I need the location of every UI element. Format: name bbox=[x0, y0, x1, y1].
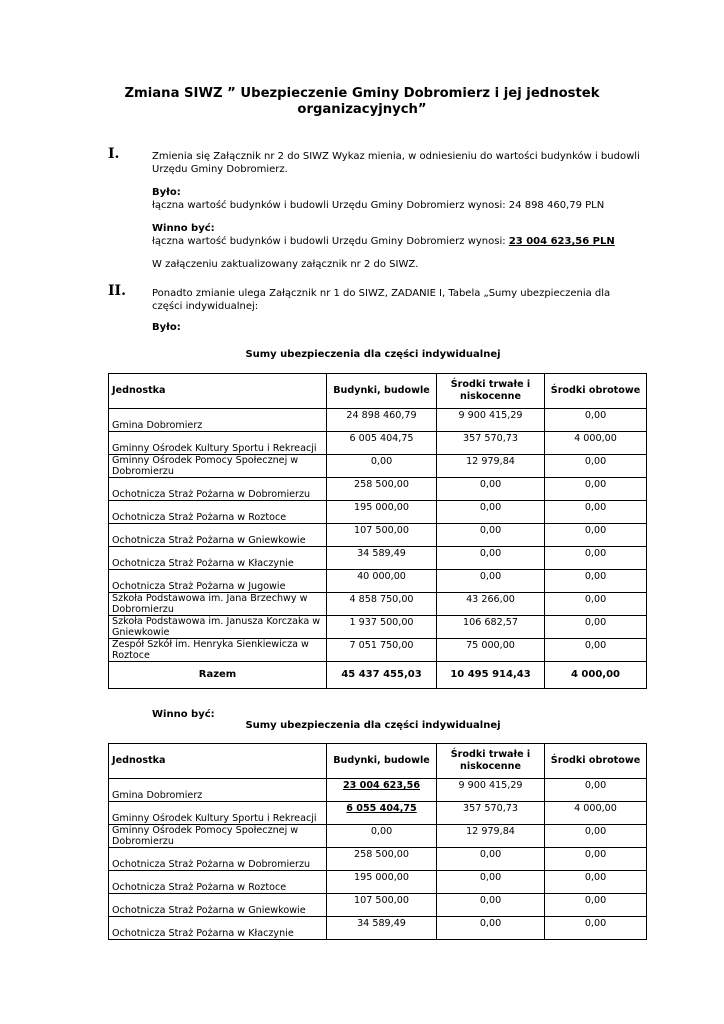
cell-value: 23 004 623,56 bbox=[327, 779, 437, 802]
cell-value: 0,00 bbox=[545, 501, 647, 524]
section-1-numeral: I. bbox=[108, 146, 120, 162]
table-row bbox=[109, 802, 647, 825]
cell-value: 40 000,00 bbox=[327, 570, 437, 593]
cell-value: 0,00 bbox=[437, 871, 545, 894]
total-value: 45 437 455,03 bbox=[327, 662, 437, 689]
table-row bbox=[109, 501, 647, 524]
cell-value: 0,00 bbox=[545, 570, 647, 593]
cell-jednostka: Ochotnicza Straż Pożarna w Gniewkowie bbox=[109, 524, 327, 547]
cell-value: 0,00 bbox=[545, 478, 647, 501]
cell-value: 357 570,73 bbox=[437, 432, 545, 455]
section-2-bylo-label: Było: bbox=[152, 322, 181, 333]
cell-value: 6 005 404,75 bbox=[327, 432, 437, 455]
cell-jednostka: Gminny Ośrodek Kultury Sportu i Rekreacji bbox=[109, 432, 327, 455]
cell-jednostka: Zespół Szkół im. Henryka Sienkiewicza w Roztoce bbox=[109, 639, 327, 662]
cell-value: 43 266,00 bbox=[437, 593, 545, 616]
table-header-row bbox=[109, 744, 647, 779]
section-1-winno-text bbox=[152, 235, 642, 248]
cell-value: 0,00 bbox=[545, 894, 647, 917]
table-after bbox=[108, 743, 647, 940]
section-2-paragraph: Ponadto zmianie ulega Załącznik nr 1 do SIWZ, ZADANIE I, Tabela „Sumy ubezpieczenia dla części indywidualnej: bbox=[152, 288, 611, 312]
cell-value: 4 000,00 bbox=[545, 432, 647, 455]
cell-jednostka: Ochotnicza Straż Pożarna w Dobromierzu bbox=[109, 478, 327, 501]
winno-prefix: łączna wartość budynków i budowli Urzędu Gminy Dobromierz wynosi: bbox=[152, 236, 506, 247]
title-line-2: organizacyjnych” bbox=[297, 102, 427, 117]
cell-value: 0,00 bbox=[545, 871, 647, 894]
table-row bbox=[109, 432, 647, 455]
section-1-paragraph: Zmienia się Załącznik nr 2 do SIWZ Wykaz mienia, w odniesieniu do wartości budynków i budowli Urzędu Gminy Dobromierz. bbox=[152, 151, 640, 175]
section-1-bylo-label: Było: bbox=[152, 187, 181, 198]
cell-value: 9 900 415,29 bbox=[437, 779, 545, 802]
cell-value: 0,00 bbox=[437, 501, 545, 524]
cell-value: 0,00 bbox=[545, 524, 647, 547]
cell-value: 12 979,84 bbox=[437, 455, 545, 478]
table-row bbox=[109, 639, 647, 662]
cell-value: 12 979,84 bbox=[437, 825, 545, 848]
cell-value: 0,00 bbox=[545, 639, 647, 662]
cell-value: 357 570,73 bbox=[437, 802, 545, 825]
cell-jednostka: Ochotnicza Straż Pożarna w Jugowie bbox=[109, 570, 327, 593]
cell-value: 9 900 415,29 bbox=[437, 409, 545, 432]
title-line-1: Zmiana SIWZ ” Ubezpieczenie Gminy Dobromierz i jej jednostek bbox=[124, 86, 600, 101]
header-srodki-obrotowe: Środki obrotowe bbox=[545, 744, 647, 779]
table-row bbox=[109, 524, 647, 547]
cell-value: 0,00 bbox=[327, 825, 437, 848]
cell-value: 107 500,00 bbox=[327, 894, 437, 917]
cell-value: 75 000,00 bbox=[437, 639, 545, 662]
cell-value: 6 055 404,75 bbox=[327, 802, 437, 825]
header-budynki: Budynki, budowle bbox=[327, 374, 437, 409]
cell-value: 0,00 bbox=[437, 894, 545, 917]
cell-value: 34 589,49 bbox=[327, 917, 437, 940]
cell-value: 0,00 bbox=[437, 524, 545, 547]
cell-value: 4 858 750,00 bbox=[327, 593, 437, 616]
cell-jednostka: Ochotnicza Straż Pożarna w Dobromierzu bbox=[109, 848, 327, 871]
cell-value: 106 682,57 bbox=[437, 616, 545, 639]
table-row bbox=[109, 570, 647, 593]
cell-value: 0,00 bbox=[437, 547, 545, 570]
header-srodki-obrotowe: Środki obrotowe bbox=[545, 374, 647, 409]
cell-jednostka: Ochotnicza Straż Pożarna w Roztoce bbox=[109, 871, 327, 894]
table-row bbox=[109, 871, 647, 894]
cell-jednostka: Szkoła Podstawowa im. Jana Brzechwy w Dobromierzu bbox=[109, 593, 327, 616]
table-row bbox=[109, 478, 647, 501]
cell-value: 0,00 bbox=[437, 570, 545, 593]
cell-jednostka: Gminny Ośrodek Pomocy Społecznej w Dobromierzu bbox=[109, 455, 327, 478]
section-1-winno-label: Winno być: bbox=[152, 223, 215, 234]
table-row bbox=[109, 455, 647, 478]
cell-value: 0,00 bbox=[545, 547, 647, 570]
table-1-title: Sumy ubezpieczenia dla części indywidualnej bbox=[245, 349, 501, 360]
cell-value: 0,00 bbox=[545, 825, 647, 848]
cell-value: 4 000,00 bbox=[545, 802, 647, 825]
cell-value: 107 500,00 bbox=[327, 524, 437, 547]
table-row bbox=[109, 409, 647, 432]
cell-value: 0,00 bbox=[545, 917, 647, 940]
table-row bbox=[109, 616, 647, 639]
total-label: Razem bbox=[109, 662, 327, 689]
table-header-row bbox=[109, 374, 647, 409]
table-row bbox=[109, 848, 647, 871]
cell-jednostka: Szkoła Podstawowa im. Janusza Korczaka w Gniewkowie bbox=[109, 616, 327, 639]
table-row bbox=[109, 593, 647, 616]
cell-value: 0,00 bbox=[545, 409, 647, 432]
cell-value: 0,00 bbox=[545, 848, 647, 871]
header-jednostka: Jednostka bbox=[109, 744, 327, 779]
cell-value: 24 898 460,79 bbox=[327, 409, 437, 432]
cell-value: 0,00 bbox=[545, 779, 647, 802]
cell-jednostka: Gmina Dobromierz bbox=[109, 409, 327, 432]
cell-value: 7 051 750,00 bbox=[327, 639, 437, 662]
total-row bbox=[109, 662, 647, 689]
attachment-note: W załączeniu zaktualizowany załącznik nr 2 do SIWZ. bbox=[152, 259, 419, 270]
cell-jednostka: Ochotnicza Straż Pożarna w Roztoce bbox=[109, 501, 327, 524]
cell-value: 0,00 bbox=[327, 455, 437, 478]
cell-jednostka: Ochotnicza Straż Pożarna w Kłaczynie bbox=[109, 547, 327, 570]
cell-value: 258 500,00 bbox=[327, 478, 437, 501]
cell-value: 195 000,00 bbox=[327, 871, 437, 894]
cell-jednostka: Gminny Ośrodek Kultury Sportu i Rekreacji bbox=[109, 802, 327, 825]
cell-value: 0,00 bbox=[437, 848, 545, 871]
section-1-bylo-text: łączna wartość budynków i budowli Urzędu Gminy Dobromierz wynosi: 24 898 460,79 PLN bbox=[152, 200, 605, 211]
table-2-title: Sumy ubezpieczenia dla części indywidualnej bbox=[245, 720, 501, 731]
table-row bbox=[109, 825, 647, 848]
table-before bbox=[108, 373, 647, 689]
cell-jednostka: Gmina Dobromierz bbox=[109, 779, 327, 802]
header-srodki-trwale: Środki trwałe i niskocenne bbox=[437, 374, 545, 409]
cell-value: 0,00 bbox=[437, 478, 545, 501]
cell-value: 34 589,49 bbox=[327, 547, 437, 570]
cell-value: 0,00 bbox=[437, 917, 545, 940]
table-row bbox=[109, 917, 647, 940]
cell-jednostka: Ochotnicza Straż Pożarna w Gniewkowie bbox=[109, 894, 327, 917]
header-srodki-trwale: Środki trwałe i niskocenne bbox=[437, 744, 545, 779]
section-2-numeral: II. bbox=[108, 283, 126, 299]
cell-value: 0,00 bbox=[545, 593, 647, 616]
cell-value: 0,00 bbox=[545, 616, 647, 639]
cell-jednostka: Gminny Ośrodek Pomocy Społecznej w Dobromierzu bbox=[109, 825, 327, 848]
cell-jednostka: Ochotnicza Straż Pożarna w Kłaczynie bbox=[109, 917, 327, 940]
total-value: 10 495 914,43 bbox=[437, 662, 545, 689]
document-title bbox=[110, 86, 614, 118]
cell-value: 258 500,00 bbox=[327, 848, 437, 871]
cell-value: 1 937 500,00 bbox=[327, 616, 437, 639]
winno-value: 23 004 623,56 PLN bbox=[508, 236, 615, 247]
table-row bbox=[109, 779, 647, 802]
total-value: 4 000,00 bbox=[545, 662, 647, 689]
header-budynki: Budynki, budowle bbox=[327, 744, 437, 779]
cell-value: 195 000,00 bbox=[327, 501, 437, 524]
table-row bbox=[109, 894, 647, 917]
cell-value: 0,00 bbox=[545, 455, 647, 478]
table-row bbox=[109, 547, 647, 570]
header-jednostka: Jednostka bbox=[109, 374, 327, 409]
section-2-winno-label: Winno być: bbox=[152, 709, 215, 720]
